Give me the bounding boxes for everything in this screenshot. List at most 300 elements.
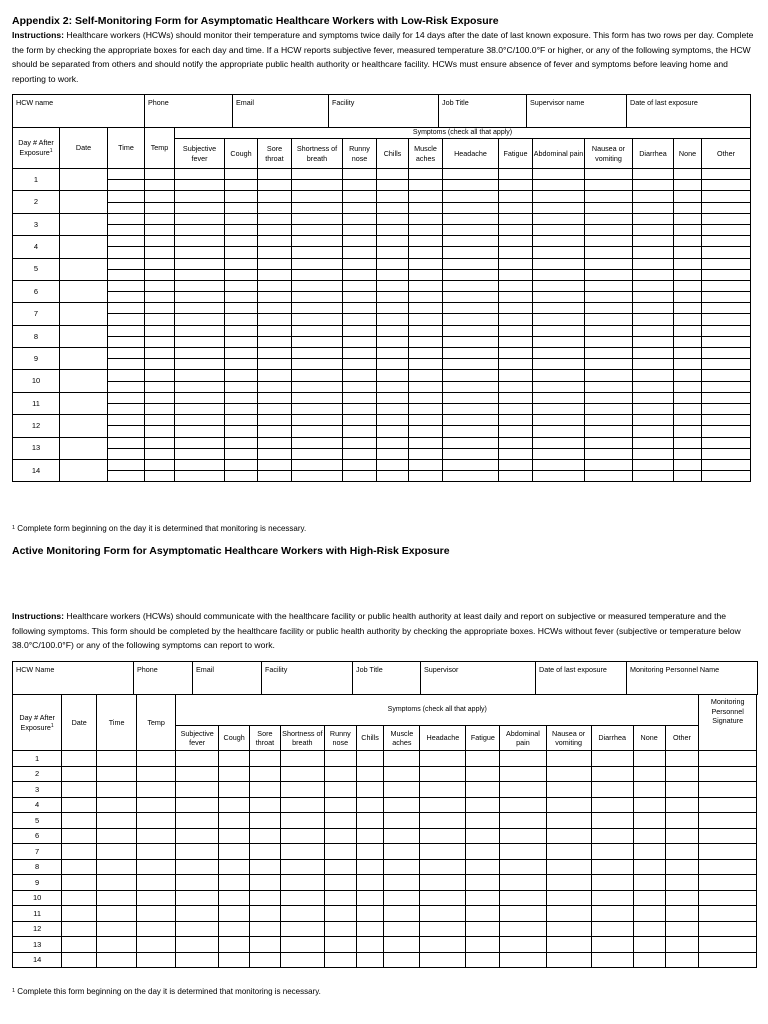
- section1-entry-cell[interactable]: [225, 426, 258, 437]
- section2-entry-cell[interactable]: [62, 766, 97, 782]
- section1-entry-cell[interactable]: [585, 348, 633, 359]
- section1-entry-cell[interactable]: [145, 202, 175, 213]
- section1-entry-cell[interactable]: [702, 370, 751, 381]
- section2-entry-cell[interactable]: [384, 766, 420, 782]
- section1-entry-cell[interactable]: [175, 292, 225, 303]
- section1-entry-cell[interactable]: [292, 348, 343, 359]
- section2-entry-cell[interactable]: [356, 952, 384, 968]
- section1-entry-cell[interactable]: [145, 403, 175, 414]
- section1-entry-cell[interactable]: [377, 325, 409, 336]
- section1-entry-cell[interactable]: [377, 224, 409, 235]
- section2-entry-cell[interactable]: [219, 813, 250, 829]
- section1-info-field[interactable]: Job Title: [439, 95, 527, 128]
- section2-entry-cell[interactable]: [420, 937, 466, 953]
- section1-date-cell[interactable]: [60, 191, 108, 213]
- section1-entry-cell[interactable]: [702, 348, 751, 359]
- section2-entry-cell[interactable]: [699, 844, 757, 860]
- section1-entry-cell[interactable]: [292, 415, 343, 426]
- section2-entry-cell[interactable]: [137, 859, 176, 875]
- section2-entry-cell[interactable]: [591, 828, 633, 844]
- section1-entry-cell[interactable]: [674, 213, 702, 224]
- section1-entry-cell[interactable]: [343, 224, 377, 235]
- section2-entry-cell[interactable]: [176, 890, 219, 906]
- section2-entry-cell[interactable]: [62, 751, 97, 767]
- section2-entry-cell[interactable]: [62, 828, 97, 844]
- section1-entry-cell[interactable]: [585, 314, 633, 325]
- section2-entry-cell[interactable]: [356, 890, 384, 906]
- section1-entry-cell[interactable]: [225, 292, 258, 303]
- section1-entry-cell[interactable]: [292, 303, 343, 314]
- section1-entry-cell[interactable]: [108, 403, 145, 414]
- section2-entry-cell[interactable]: [546, 782, 591, 798]
- section2-entry-cell[interactable]: [97, 766, 137, 782]
- section1-entry-cell[interactable]: [175, 359, 225, 370]
- section2-entry-cell[interactable]: [633, 937, 665, 953]
- section1-entry-cell[interactable]: [702, 325, 751, 336]
- section1-entry-cell[interactable]: [225, 415, 258, 426]
- section1-entry-cell[interactable]: [409, 426, 443, 437]
- section1-entry-cell[interactable]: [674, 403, 702, 414]
- section2-entry-cell[interactable]: [176, 844, 219, 860]
- section1-entry-cell[interactable]: [633, 292, 674, 303]
- section2-entry-cell[interactable]: [591, 782, 633, 798]
- section2-entry-cell[interactable]: [546, 921, 591, 937]
- section2-entry-cell[interactable]: [219, 844, 250, 860]
- section1-entry-cell[interactable]: [377, 269, 409, 280]
- section2-entry-cell[interactable]: [500, 906, 546, 922]
- section1-entry-cell[interactable]: [633, 314, 674, 325]
- section1-entry-cell[interactable]: [443, 403, 499, 414]
- section1-entry-cell[interactable]: [258, 359, 292, 370]
- section1-entry-cell[interactable]: [145, 426, 175, 437]
- section2-entry-cell[interactable]: [591, 952, 633, 968]
- section2-entry-cell[interactable]: [384, 782, 420, 798]
- section1-entry-cell[interactable]: [377, 359, 409, 370]
- section1-entry-cell[interactable]: [108, 303, 145, 314]
- section2-entry-cell[interactable]: [546, 859, 591, 875]
- section1-entry-cell[interactable]: [533, 459, 585, 470]
- section2-info-field[interactable]: Facility: [262, 662, 353, 695]
- section1-entry-cell[interactable]: [258, 314, 292, 325]
- section1-entry-cell[interactable]: [258, 258, 292, 269]
- section2-entry-cell[interactable]: [250, 844, 281, 860]
- section1-entry-cell[interactable]: [225, 247, 258, 258]
- section1-entry-cell[interactable]: [409, 415, 443, 426]
- section1-entry-cell[interactable]: [258, 247, 292, 258]
- section1-entry-cell[interactable]: [258, 336, 292, 347]
- section1-entry-cell[interactable]: [377, 403, 409, 414]
- section2-entry-cell[interactable]: [62, 813, 97, 829]
- section1-entry-cell[interactable]: [108, 459, 145, 470]
- section2-entry-cell[interactable]: [699, 797, 757, 813]
- section2-entry-cell[interactable]: [324, 782, 356, 798]
- section2-entry-cell[interactable]: [250, 797, 281, 813]
- section1-entry-cell[interactable]: [292, 247, 343, 258]
- section1-entry-cell[interactable]: [145, 392, 175, 403]
- section1-entry-cell[interactable]: [443, 348, 499, 359]
- section1-entry-cell[interactable]: [633, 415, 674, 426]
- section2-info-field[interactable]: HCW Name: [13, 662, 134, 695]
- section2-entry-cell[interactable]: [324, 952, 356, 968]
- section2-entry-cell[interactable]: [250, 859, 281, 875]
- section2-entry-cell[interactable]: [62, 859, 97, 875]
- section1-entry-cell[interactable]: [443, 191, 499, 202]
- section1-entry-cell[interactable]: [409, 303, 443, 314]
- section2-entry-cell[interactable]: [280, 797, 324, 813]
- section1-entry-cell[interactable]: [108, 247, 145, 258]
- section1-entry-cell[interactable]: [533, 359, 585, 370]
- section1-entry-cell[interactable]: [343, 180, 377, 191]
- section1-entry-cell[interactable]: [175, 448, 225, 459]
- section1-entry-cell[interactable]: [585, 169, 633, 180]
- section1-entry-cell[interactable]: [633, 258, 674, 269]
- section2-entry-cell[interactable]: [280, 952, 324, 968]
- section1-entry-cell[interactable]: [225, 191, 258, 202]
- section2-entry-cell[interactable]: [219, 766, 250, 782]
- section1-entry-cell[interactable]: [175, 169, 225, 180]
- section1-entry-cell[interactable]: [225, 258, 258, 269]
- section1-entry-cell[interactable]: [674, 392, 702, 403]
- section1-entry-cell[interactable]: [145, 448, 175, 459]
- section1-entry-cell[interactable]: [633, 224, 674, 235]
- section2-entry-cell[interactable]: [500, 766, 546, 782]
- section1-entry-cell[interactable]: [292, 269, 343, 280]
- section2-entry-cell[interactable]: [250, 813, 281, 829]
- section1-entry-cell[interactable]: [409, 471, 443, 482]
- section1-entry-cell[interactable]: [108, 224, 145, 235]
- section1-entry-cell[interactable]: [533, 247, 585, 258]
- section1-entry-cell[interactable]: [443, 459, 499, 470]
- section2-entry-cell[interactable]: [324, 937, 356, 953]
- section1-entry-cell[interactable]: [258, 348, 292, 359]
- section1-entry-cell[interactable]: [145, 314, 175, 325]
- section1-entry-cell[interactable]: [674, 258, 702, 269]
- section2-entry-cell[interactable]: [280, 766, 324, 782]
- section1-entry-cell[interactable]: [585, 269, 633, 280]
- section2-entry-cell[interactable]: [356, 797, 384, 813]
- section1-entry-cell[interactable]: [533, 269, 585, 280]
- section2-entry-cell[interactable]: [356, 859, 384, 875]
- section1-entry-cell[interactable]: [499, 348, 533, 359]
- section1-entry-cell[interactable]: [108, 471, 145, 482]
- section1-info-field[interactable]: Email: [233, 95, 329, 128]
- section2-entry-cell[interactable]: [633, 828, 665, 844]
- section2-entry-cell[interactable]: [384, 921, 420, 937]
- section1-entry-cell[interactable]: [499, 415, 533, 426]
- section1-entry-cell[interactable]: [377, 348, 409, 359]
- section2-entry-cell[interactable]: [420, 921, 466, 937]
- section2-entry-cell[interactable]: [546, 952, 591, 968]
- section1-entry-cell[interactable]: [343, 236, 377, 247]
- section1-entry-cell[interactable]: [702, 258, 751, 269]
- section2-entry-cell[interactable]: [699, 937, 757, 953]
- section1-entry-cell[interactable]: [674, 325, 702, 336]
- section1-entry-cell[interactable]: [108, 415, 145, 426]
- section2-entry-cell[interactable]: [420, 875, 466, 891]
- section1-entry-cell[interactable]: [702, 224, 751, 235]
- section1-entry-cell[interactable]: [343, 426, 377, 437]
- section1-entry-cell[interactable]: [145, 370, 175, 381]
- section2-entry-cell[interactable]: [665, 952, 699, 968]
- section1-entry-cell[interactable]: [674, 180, 702, 191]
- section2-entry-cell[interactable]: [665, 875, 699, 891]
- section2-entry-cell[interactable]: [546, 751, 591, 767]
- section1-entry-cell[interactable]: [409, 459, 443, 470]
- section2-entry-cell[interactable]: [97, 844, 137, 860]
- section1-entry-cell[interactable]: [343, 202, 377, 213]
- section1-entry-cell[interactable]: [499, 280, 533, 291]
- section1-entry-cell[interactable]: [377, 437, 409, 448]
- section1-entry-cell[interactable]: [258, 448, 292, 459]
- section1-entry-cell[interactable]: [292, 236, 343, 247]
- section1-entry-cell[interactable]: [258, 303, 292, 314]
- section2-entry-cell[interactable]: [420, 890, 466, 906]
- section2-entry-cell[interactable]: [137, 906, 176, 922]
- section1-entry-cell[interactable]: [145, 280, 175, 291]
- section1-entry-cell[interactable]: [443, 336, 499, 347]
- section1-entry-cell[interactable]: [175, 437, 225, 448]
- section2-entry-cell[interactable]: [500, 890, 546, 906]
- section2-entry-cell[interactable]: [219, 782, 250, 798]
- section1-date-cell[interactable]: [60, 280, 108, 302]
- section1-entry-cell[interactable]: [175, 213, 225, 224]
- section2-entry-cell[interactable]: [591, 875, 633, 891]
- section2-entry-cell[interactable]: [356, 937, 384, 953]
- section2-entry-cell[interactable]: [176, 906, 219, 922]
- section1-entry-cell[interactable]: [585, 370, 633, 381]
- section2-entry-cell[interactable]: [250, 937, 281, 953]
- section1-entry-cell[interactable]: [585, 336, 633, 347]
- section2-entry-cell[interactable]: [500, 797, 546, 813]
- section2-entry-cell[interactable]: [280, 875, 324, 891]
- section1-entry-cell[interactable]: [443, 303, 499, 314]
- section1-entry-cell[interactable]: [145, 236, 175, 247]
- section2-entry-cell[interactable]: [500, 952, 546, 968]
- section1-entry-cell[interactable]: [409, 180, 443, 191]
- section1-entry-cell[interactable]: [702, 336, 751, 347]
- section1-entry-cell[interactable]: [258, 403, 292, 414]
- section1-entry-cell[interactable]: [533, 303, 585, 314]
- section1-entry-cell[interactable]: [409, 437, 443, 448]
- section2-entry-cell[interactable]: [665, 937, 699, 953]
- section2-entry-cell[interactable]: [665, 828, 699, 844]
- section2-entry-cell[interactable]: [546, 828, 591, 844]
- section1-entry-cell[interactable]: [585, 236, 633, 247]
- section1-entry-cell[interactable]: [145, 325, 175, 336]
- section1-entry-cell[interactable]: [533, 180, 585, 191]
- section2-entry-cell[interactable]: [420, 766, 466, 782]
- section2-entry-cell[interactable]: [176, 952, 219, 968]
- section1-entry-cell[interactable]: [443, 180, 499, 191]
- section1-entry-cell[interactable]: [377, 471, 409, 482]
- section2-entry-cell[interactable]: [176, 813, 219, 829]
- section2-entry-cell[interactable]: [384, 797, 420, 813]
- section1-entry-cell[interactable]: [377, 448, 409, 459]
- section2-entry-cell[interactable]: [97, 813, 137, 829]
- section2-entry-cell[interactable]: [62, 952, 97, 968]
- section1-entry-cell[interactable]: [409, 224, 443, 235]
- section1-entry-cell[interactable]: [702, 213, 751, 224]
- section1-date-cell[interactable]: [60, 415, 108, 437]
- section1-entry-cell[interactable]: [674, 415, 702, 426]
- section1-entry-cell[interactable]: [343, 403, 377, 414]
- section2-entry-cell[interactable]: [356, 782, 384, 798]
- section2-entry-cell[interactable]: [633, 952, 665, 968]
- section1-entry-cell[interactable]: [409, 269, 443, 280]
- section2-entry-cell[interactable]: [420, 828, 466, 844]
- section2-entry-cell[interactable]: [420, 859, 466, 875]
- section1-entry-cell[interactable]: [409, 280, 443, 291]
- section2-entry-cell[interactable]: [137, 828, 176, 844]
- section1-entry-cell[interactable]: [585, 191, 633, 202]
- section1-entry-cell[interactable]: [702, 269, 751, 280]
- section1-entry-cell[interactable]: [633, 348, 674, 359]
- section2-entry-cell[interactable]: [280, 890, 324, 906]
- section2-info-field[interactable]: Date of last exposure: [536, 662, 627, 695]
- section2-entry-cell[interactable]: [97, 952, 137, 968]
- section1-entry-cell[interactable]: [585, 359, 633, 370]
- section1-entry-cell[interactable]: [225, 314, 258, 325]
- section1-entry-cell[interactable]: [108, 180, 145, 191]
- section1-entry-cell[interactable]: [633, 247, 674, 258]
- section1-entry-cell[interactable]: [585, 426, 633, 437]
- section1-entry-cell[interactable]: [409, 314, 443, 325]
- section1-entry-cell[interactable]: [533, 314, 585, 325]
- section2-entry-cell[interactable]: [280, 844, 324, 860]
- section1-entry-cell[interactable]: [108, 359, 145, 370]
- section1-entry-cell[interactable]: [443, 448, 499, 459]
- section2-info-field[interactable]: Job Title: [353, 662, 421, 695]
- section1-entry-cell[interactable]: [585, 180, 633, 191]
- section2-entry-cell[interactable]: [280, 782, 324, 798]
- section1-entry-cell[interactable]: [533, 213, 585, 224]
- section2-entry-cell[interactable]: [546, 890, 591, 906]
- section1-entry-cell[interactable]: [175, 426, 225, 437]
- section1-entry-cell[interactable]: [145, 459, 175, 470]
- section1-entry-cell[interactable]: [343, 381, 377, 392]
- section1-entry-cell[interactable]: [145, 258, 175, 269]
- section2-entry-cell[interactable]: [500, 875, 546, 891]
- section1-entry-cell[interactable]: [292, 437, 343, 448]
- section1-entry-cell[interactable]: [175, 471, 225, 482]
- section1-entry-cell[interactable]: [292, 471, 343, 482]
- section1-entry-cell[interactable]: [145, 169, 175, 180]
- section1-entry-cell[interactable]: [377, 247, 409, 258]
- section2-entry-cell[interactable]: [591, 844, 633, 860]
- section1-entry-cell[interactable]: [499, 191, 533, 202]
- section1-entry-cell[interactable]: [499, 403, 533, 414]
- section2-entry-cell[interactable]: [324, 875, 356, 891]
- section1-entry-cell[interactable]: [225, 169, 258, 180]
- section2-entry-cell[interactable]: [250, 875, 281, 891]
- section2-entry-cell[interactable]: [699, 751, 757, 767]
- section1-entry-cell[interactable]: [585, 213, 633, 224]
- section2-entry-cell[interactable]: [97, 797, 137, 813]
- section1-entry-cell[interactable]: [175, 303, 225, 314]
- section1-entry-cell[interactable]: [533, 336, 585, 347]
- section1-entry-cell[interactable]: [108, 202, 145, 213]
- section1-entry-cell[interactable]: [702, 280, 751, 291]
- section2-entry-cell[interactable]: [699, 782, 757, 798]
- section1-entry-cell[interactable]: [585, 448, 633, 459]
- section2-entry-cell[interactable]: [250, 921, 281, 937]
- section1-entry-cell[interactable]: [145, 348, 175, 359]
- section2-entry-cell[interactable]: [250, 906, 281, 922]
- section2-entry-cell[interactable]: [356, 906, 384, 922]
- section1-entry-cell[interactable]: [258, 292, 292, 303]
- section1-entry-cell[interactable]: [343, 280, 377, 291]
- section1-entry-cell[interactable]: [633, 213, 674, 224]
- section1-entry-cell[interactable]: [225, 459, 258, 470]
- section1-entry-cell[interactable]: [499, 448, 533, 459]
- section2-entry-cell[interactable]: [137, 921, 176, 937]
- section1-entry-cell[interactable]: [225, 381, 258, 392]
- section2-entry-cell[interactable]: [633, 906, 665, 922]
- section2-entry-cell[interactable]: [356, 828, 384, 844]
- section2-entry-cell[interactable]: [384, 751, 420, 767]
- section1-entry-cell[interactable]: [585, 303, 633, 314]
- section1-entry-cell[interactable]: [343, 303, 377, 314]
- section2-entry-cell[interactable]: [466, 890, 500, 906]
- section1-entry-cell[interactable]: [145, 381, 175, 392]
- section1-entry-cell[interactable]: [674, 292, 702, 303]
- section1-entry-cell[interactable]: [108, 314, 145, 325]
- section2-entry-cell[interactable]: [591, 937, 633, 953]
- section1-entry-cell[interactable]: [409, 169, 443, 180]
- section2-entry-cell[interactable]: [665, 751, 699, 767]
- section1-entry-cell[interactable]: [145, 224, 175, 235]
- section1-entry-cell[interactable]: [443, 314, 499, 325]
- section1-entry-cell[interactable]: [499, 325, 533, 336]
- section1-entry-cell[interactable]: [145, 415, 175, 426]
- section1-entry-cell[interactable]: [585, 392, 633, 403]
- section2-entry-cell[interactable]: [219, 797, 250, 813]
- section1-entry-cell[interactable]: [175, 224, 225, 235]
- section1-entry-cell[interactable]: [533, 292, 585, 303]
- section2-entry-cell[interactable]: [546, 766, 591, 782]
- section1-entry-cell[interactable]: [225, 448, 258, 459]
- section2-entry-cell[interactable]: [280, 937, 324, 953]
- section1-entry-cell[interactable]: [175, 459, 225, 470]
- section1-entry-cell[interactable]: [377, 191, 409, 202]
- section1-entry-cell[interactable]: [225, 437, 258, 448]
- section2-entry-cell[interactable]: [62, 797, 97, 813]
- section1-entry-cell[interactable]: [377, 415, 409, 426]
- section1-entry-cell[interactable]: [258, 471, 292, 482]
- section1-entry-cell[interactable]: [175, 269, 225, 280]
- section1-entry-cell[interactable]: [377, 303, 409, 314]
- section2-entry-cell[interactable]: [324, 828, 356, 844]
- section1-entry-cell[interactable]: [409, 381, 443, 392]
- section2-entry-cell[interactable]: [324, 844, 356, 860]
- section1-entry-cell[interactable]: [702, 403, 751, 414]
- section1-entry-cell[interactable]: [175, 258, 225, 269]
- section1-entry-cell[interactable]: [702, 236, 751, 247]
- section1-entry-cell[interactable]: [499, 213, 533, 224]
- section1-info-field[interactable]: Facility: [329, 95, 439, 128]
- section2-entry-cell[interactable]: [176, 766, 219, 782]
- section1-entry-cell[interactable]: [292, 314, 343, 325]
- section1-entry-cell[interactable]: [633, 370, 674, 381]
- section1-entry-cell[interactable]: [343, 415, 377, 426]
- section1-entry-cell[interactable]: [633, 403, 674, 414]
- section2-entry-cell[interactable]: [280, 859, 324, 875]
- section1-entry-cell[interactable]: [377, 381, 409, 392]
- section2-entry-cell[interactable]: [500, 751, 546, 767]
- section2-entry-cell[interactable]: [591, 906, 633, 922]
- section1-entry-cell[interactable]: [585, 292, 633, 303]
- section1-entry-cell[interactable]: [702, 169, 751, 180]
